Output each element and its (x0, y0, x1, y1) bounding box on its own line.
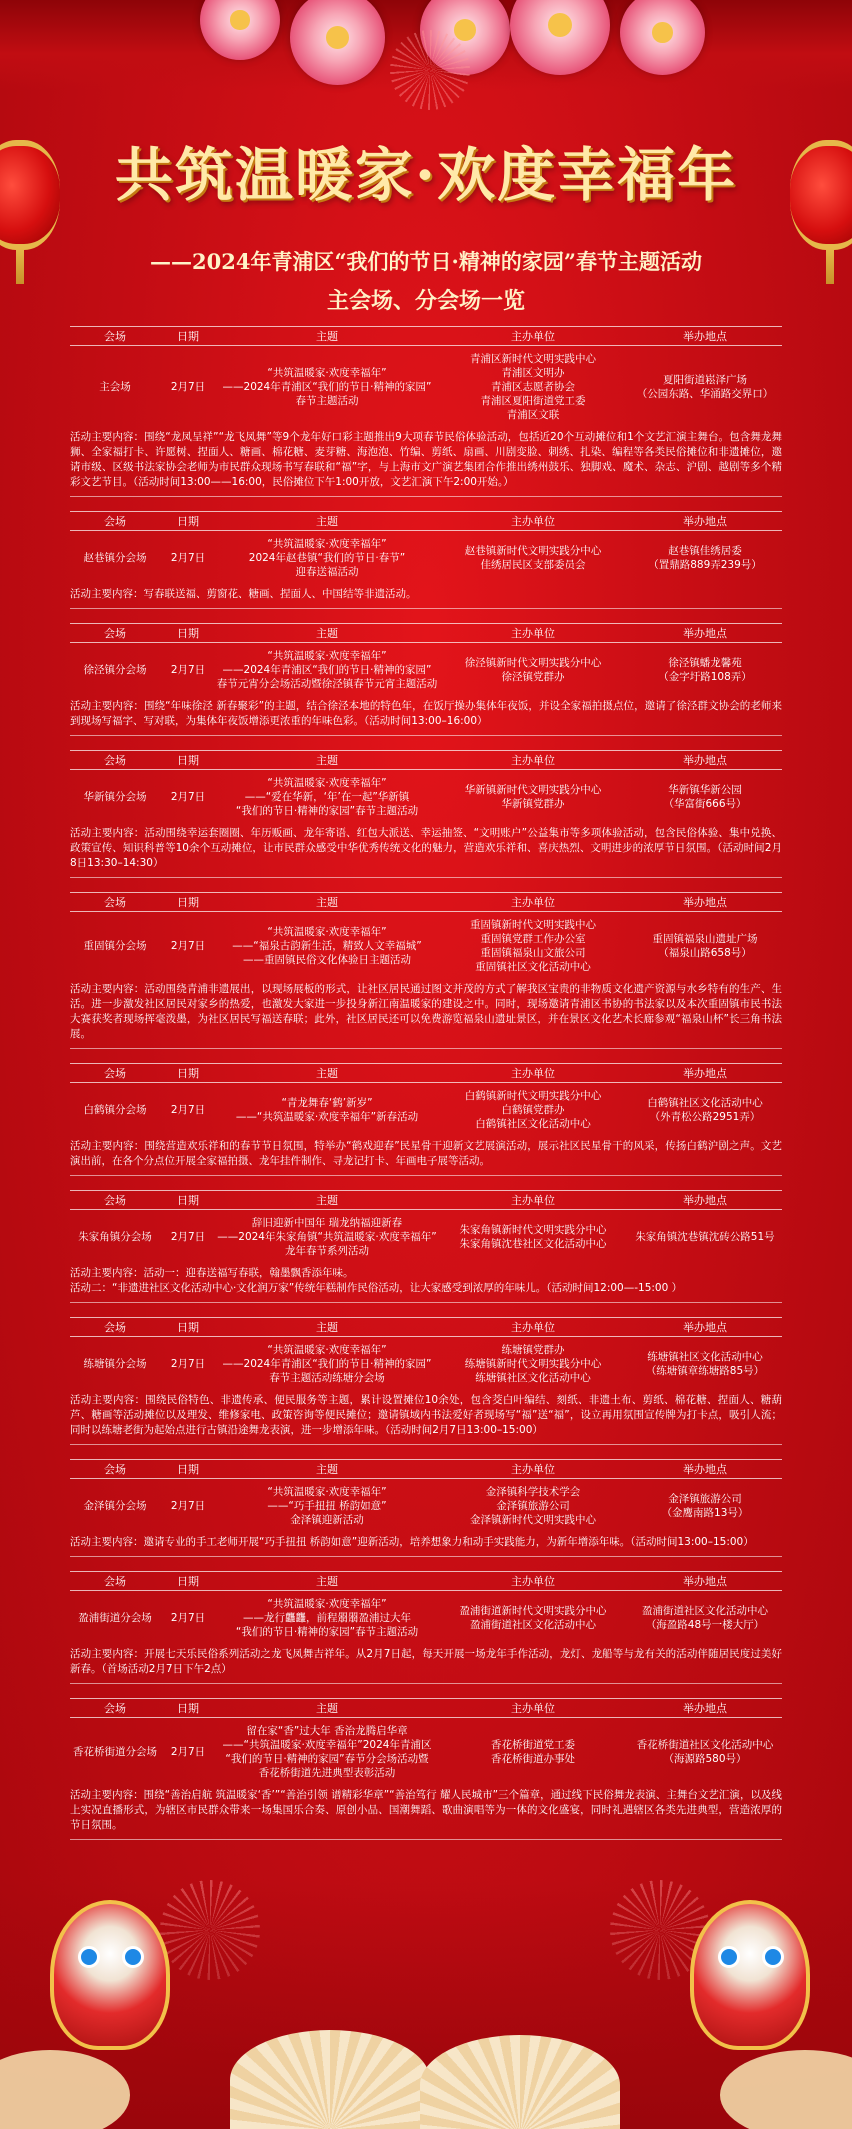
event-host: 华新镇新时代文明实践分中心 华新镇党群办 (464, 784, 602, 810)
event-date: 2月7日 (170, 1104, 206, 1116)
date-header: 日期 (177, 1463, 199, 1476)
event-venue: 重固镇分会场 (83, 940, 147, 952)
event-date: 2月7日 (170, 664, 206, 676)
event-location: 重固镇福泉山遗址广场 （福泉山路658号） (652, 933, 758, 959)
theme-header: 主题 (316, 1702, 338, 1715)
table-row (70, 346, 782, 428)
event-theme: “共筑温暖家·欢度幸福年” ——龙行龘龘，前程朤朤盈浦过大年 “我们的节日·精神的家园”春节主题活动 (235, 1598, 419, 1638)
theme-header: 主题 (316, 896, 338, 909)
event-description: 活动主要内容：活动一：迎春送福写春联，翰墨飘香添年味。 活动二：“非遗进社区文化活动中心·文化润万家”传统年糕制作民俗活动，让大家感受到浓厚的年味儿。（活动时间12:00—-15:00 ） (70, 1267, 683, 1294)
event-venue: 金泽镇分会场 (83, 1500, 147, 1512)
theme-header: 主题 (316, 1463, 338, 1476)
event-description: 活动主要内容：写春联送福、剪窗花、糖画、捏面人、中国结等非遗活动。 (70, 588, 417, 600)
location-header: 举办地点 (683, 1463, 727, 1476)
date-header: 日期 (177, 1194, 199, 1207)
location-header: 举办地点 (683, 1575, 727, 1588)
event-section (70, 1459, 782, 1557)
cloud-decoration (720, 2050, 852, 2129)
theme-header: 主题 (316, 627, 338, 640)
table-header (70, 623, 782, 643)
event-section (70, 511, 782, 609)
location-header: 举办地点 (683, 1702, 727, 1715)
event-description: 活动主要内容：活动围绕幸运套圈圈、年历贩画、龙年寄语、红包大派送、幸运抽签、“文明账户”公益集市等多项体验活动，包含民俗体验、集中兑换、政策宣传、知识科普等10余个互动摊位，让市民群众感受中华优秀传统文化的魅力，营造欢乐祥和、喜庆热烈、文明进步的浓厚节日氛围。（活动时间2月8日13:30–14:30） (70, 827, 782, 869)
bottom-decoration (0, 1880, 852, 2129)
event-venue: 华新镇分会场 (83, 791, 147, 803)
event-venue: 朱家角镇分会场 (78, 1231, 152, 1243)
theme-header: 主题 (316, 1067, 338, 1080)
event-location: 徐泾镇蟠龙馨苑 （金字圩路108弄） (658, 657, 752, 683)
table-header (70, 511, 782, 531)
event-date: 2月7日 (170, 1500, 206, 1512)
theme-header: 主题 (316, 515, 338, 528)
date-header: 日期 (177, 1067, 199, 1080)
host-header: 主办单位 (511, 896, 555, 909)
date-header: 日期 (177, 1702, 199, 1715)
table-header (70, 1190, 782, 1210)
event-host: 徐泾镇新时代文明实践分中心 徐泾镇党群办 (464, 657, 602, 683)
table-header (70, 1317, 782, 1337)
fan-decoration (230, 2030, 430, 2129)
date-header: 日期 (177, 627, 199, 640)
host-header: 主办单位 (511, 515, 555, 528)
event-host: 赵巷镇新时代文明实践分中心 佳绣居民区支部委员会 (464, 545, 602, 571)
venue-header: 会场 (104, 330, 126, 343)
event-host: 盈浦街道新时代文明实践分中心 盈浦街道社区文化活动中心 (459, 1605, 607, 1631)
firework-decoration (390, 30, 470, 110)
event-theme: “共筑温暖家·欢度幸福年” ——“福泉古韵新生活，精致人文幸福城” ——重固镇民俗文化体验日主题活动 (232, 926, 422, 966)
theme-header: 主题 (316, 1575, 338, 1588)
event-date: 2月7日 (170, 1231, 206, 1243)
dragon-mascot-left (50, 1900, 170, 2050)
event-date: 2月7日 (170, 552, 206, 564)
table-row (70, 912, 782, 980)
venue-header: 会场 (104, 1194, 126, 1207)
subtitle: ——2024年青浦区“我们的节日·精神的家园”春节主题活动 (150, 249, 702, 274)
event-date: 2月7日 (170, 791, 206, 803)
theme-header: 主题 (316, 330, 338, 343)
event-theme: “共筑温暖家·欢度幸福年” ——2024年青浦区“我们的节日·精神的家园” 春节主题活动 (222, 367, 432, 407)
subtitle-overview: 主会场、分会场一览 (326, 288, 525, 314)
event-section (70, 1063, 782, 1176)
fan-decoration (420, 2035, 620, 2129)
location-header: 举办地点 (683, 627, 727, 640)
event-venue: 徐泾镇分会场 (83, 664, 147, 676)
host-header: 主办单位 (511, 1194, 555, 1207)
table-row (70, 1083, 782, 1137)
venue-header: 会场 (104, 1067, 126, 1080)
location-header: 举办地点 (683, 1067, 727, 1080)
host-header: 主办单位 (511, 1321, 555, 1334)
table-row (70, 1591, 782, 1645)
table-header (70, 1063, 782, 1083)
event-theme: “共筑温暖家·欢度幸福年” ——“巧手扭扭 桥韵如意” 金泽镇迎新活动 (267, 1486, 387, 1526)
host-header: 主办单位 (511, 1575, 555, 1588)
table-header (70, 1698, 782, 1718)
event-host: 重固镇新时代文明实践中心 重固镇党群工作办公室 重固镇福泉山文旅公司 重固镇社区文化活动中心 (470, 919, 596, 973)
event-section (70, 326, 782, 497)
venue-header: 会场 (104, 1321, 126, 1334)
event-location: 金泽镇旅游公司 （金鹰南路13号） (661, 1493, 749, 1519)
location-header: 举办地点 (683, 754, 727, 767)
date-header: 日期 (177, 330, 199, 343)
table-row (70, 1337, 782, 1391)
event-description: 活动主要内容：围绕“善治启航 筑温暖家‘香’”“善治引领 谱精彩华章”“善治笃行 耀人民城市”三个篇章，通过线下民俗舞龙表演、主舞台文艺汇演，以及线上实况直播形式，为辖区市民群众带来一场集国乐合奏、原创小品、国潮舞蹈、歌曲演唱等为一体的文化盛宴，同时礼遇辖区各类先进典型，营造浓厚的节日氛围。 (70, 1789, 782, 1831)
event-description: 活动主要内容：围绕民俗特色、非遗传承、便民服务等主题，累计设置摊位10余处，包含茭白叶编结、刻纸、非遗土布、剪纸、棉花糖、捏面人、糖葫芦、糖画等活动摊位以及理发、维修家电、政策咨询等便民摊位；邀请镇域内书法爱好者现场写“福”送“福”，设立再用氛围宣传牌为打卡点，吸引人流；同时以练塘老街为起始点进行古镇沿途舞龙表演，进一步增添年味。（活动时间2月7日13:00–15:00） (70, 1394, 782, 1436)
location-header: 举办地点 (683, 896, 727, 909)
table-row (70, 643, 782, 697)
venue-header: 会场 (104, 754, 126, 767)
event-host: 练塘镇党群办 练塘镇新时代文明实践分中心 练塘镇社区文化活动中心 (464, 1344, 602, 1384)
host-header: 主办单位 (511, 754, 555, 767)
event-theme: “共筑温暖家·欢度幸福年” ——2024年青浦区“我们的节日·精神的家园” 春节主题活动练塘分会场 (222, 1344, 432, 1384)
event-description: 活动主要内容：围绕“年味徐泾 新春聚彩”的主题，结合徐泾本地的特色年，在饭厅操办集体年夜饭，并设全家福拍摄点位，邀请了徐泾群文协会的老师来到现场写福字、写对联，为集体年夜饭增添更浓重的年味色彩。（活动时间13:00–16:00） (70, 700, 782, 727)
event-host: 金泽镇科学技术学会 金泽镇旅游公司 金泽镇新时代文明实践中心 (470, 1486, 596, 1526)
event-location: 夏阳街道崧泽广场 （公园东路、华涌路交界口） (636, 374, 774, 400)
venue-header: 会场 (104, 1463, 126, 1476)
date-header: 日期 (177, 896, 199, 909)
date-header: 日期 (177, 1575, 199, 1588)
host-header: 主办单位 (511, 627, 555, 640)
event-theme: 辞旧迎新中国年 瑞龙纳福迎新春 ——2024年朱家角镇“共筑温暖家·欢度幸福年” 龙年春节系列活动 (217, 1217, 437, 1257)
date-header: 日期 (177, 1321, 199, 1334)
event-location: 朱家角镇沈巷镇沈砖公路51号 (635, 1231, 775, 1243)
venue-header: 会场 (104, 1702, 126, 1715)
event-theme: “共筑温暖家·欢度幸福年” ——“爱在华新，‘年’在一起”华新镇 “我们的节日·精神的家园”春节主题活动 (235, 777, 419, 817)
event-host: 青浦区新时代文明实践中心 青浦区文明办 青浦区志愿者协会 青浦区夏阳街道党工委 青浦区文联 (470, 353, 596, 421)
table-header (70, 326, 782, 346)
venue-header: 会场 (104, 515, 126, 528)
event-theme: “共筑温暖家·欢度幸福年” ——2024年青浦区“我们的节日·精神的家园” 春节元宵分会场活动暨徐泾镇春节元宵主题活动 (216, 650, 438, 690)
host-header: 主办单位 (511, 330, 555, 343)
event-description: 活动主要内容：开展七天乐民俗系列活动之龙飞凤舞吉祥年。从2月7日起，每天开展一场龙年手作活动，龙灯、龙船等与龙有关的活动伴随居民度过美好新春。（首场活动2月7日下午2点） (70, 1648, 782, 1675)
event-location: 香花桥街道社区文化活动中心 （海源路580号） (636, 1739, 774, 1765)
venue-header: 会场 (104, 1575, 126, 1588)
event-section (70, 892, 782, 1049)
event-venue: 练塘镇分会场 (83, 1358, 147, 1370)
event-description: 活动主要内容：邀请专业的手工老师开展“巧手扭扭 桥韵如意”迎新活动，培养想象力和动手实践能力，为新年增添年味。（活动时间13:00–15:00） (70, 1536, 754, 1548)
event-date: 2月7日 (170, 1612, 206, 1624)
event-section (70, 1698, 782, 1840)
table-header (70, 1571, 782, 1591)
host-header: 主办单位 (511, 1702, 555, 1715)
location-header: 举办地点 (683, 330, 727, 343)
event-section (70, 1571, 782, 1684)
event-date: 2月7日 (170, 381, 206, 393)
host-header: 主办单位 (511, 1463, 555, 1476)
event-host: 白鹤镇新时代文明实践分中心 白鹤镇党群办 白鹤镇社区文化活动中心 (464, 1090, 602, 1130)
table-header (70, 1459, 782, 1479)
event-section (70, 623, 782, 736)
event-location: 盈浦街道社区文化活动中心 （海盈路48号一楼大厅） (642, 1605, 768, 1631)
event-host: 香花桥街道党工委 香花桥街道办事处 (491, 1739, 575, 1765)
event-theme: “青龙舞春‘鹤’新岁” ——“共筑温暖家·欢度幸福年”新春活动 (235, 1097, 419, 1123)
event-location: 练塘镇社区文化活动中心 （练塘镇章练塘路85号） (645, 1351, 765, 1377)
event-section (70, 1317, 782, 1445)
table-row (70, 531, 782, 585)
table-row (70, 1479, 782, 1533)
event-venue: 香花桥街道分会场 (73, 1746, 157, 1758)
host-header: 主办单位 (511, 1067, 555, 1080)
event-section (70, 1190, 782, 1303)
event-section (70, 750, 782, 878)
event-description: 活动主要内容：活动围绕青浦非遗展出，以现场展板的形式，让社区居民通过图文并茂的方式了解我区宝贵的非物质文化遗产资源与水乡特有的生产、生活。进一步激发社区居民对家乡的热爱，也激发大家进一步投身新江南温暖家的建设之中。同时，现场邀请青浦区书协的书法家以及本次重固镇市民书法大赛获奖者现场挥毫泼墨，为社区居民写福送春联；此外，社区居民还可以免费游览福泉山遗址景区，并在景区文化艺术长廊参观“福泉山杯”长三角书法展。 (70, 983, 782, 1040)
event-date: 2月7日 (170, 940, 206, 952)
event-date: 2月7日 (170, 1746, 206, 1758)
event-venue: 主会场 (99, 381, 131, 393)
location-header: 举办地点 (683, 515, 727, 528)
event-host: 朱家角镇新时代文明实践分中心 朱家角镇沈巷社区文化活动中心 (459, 1224, 607, 1250)
table-row (70, 1718, 782, 1786)
theme-header: 主题 (316, 1321, 338, 1334)
event-location: 华新镇华新公园 （华富街666号） (663, 784, 747, 810)
venue-header: 会场 (104, 896, 126, 909)
main-title: 共筑温暖家·欢度幸福年 (114, 141, 738, 209)
theme-header: 主题 (316, 1194, 338, 1207)
theme-header: 主题 (316, 754, 338, 767)
location-header: 举办地点 (683, 1194, 727, 1207)
venue-header: 会场 (104, 627, 126, 640)
table-header (70, 750, 782, 770)
event-venue: 盈浦街道分会场 (78, 1612, 152, 1624)
event-venue: 赵巷镇分会场 (83, 552, 147, 564)
event-location: 白鹤镇社区文化活动中心 （外青松公路2951弄） (647, 1097, 763, 1123)
table-row (70, 770, 782, 824)
event-description: 活动主要内容：围绕营造欢乐祥和的春节节日氛围，特举办“鹤戏迎春”民星骨干迎新文艺展演活动，展示社区民星骨干的风采，传扬白鹤沪剧之声。文艺演出前，在各个分点位开展全家福拍摄、龙年挂件制作、寻龙记打卡、年画电子展等活动。 (70, 1140, 782, 1167)
event-description: 活动主要内容：围绕“龙凤呈祥”“龙飞凤舞”等9个龙年好口彩主题推出9大项春节民俗体验活动，包括近20个互动摊位和1个文艺汇演主舞台。包含舞龙舞狮、全家福打卡、许愿树、捏面人、糖画、棉花糖、麦芽糖、海泡泡、竹编、剪纸、扇画、川剧变脸、刺绣、扎染、编程等各类民俗摊位和非遗摊位，邀请市级、区级书法家协会老师为市民群众现场书写春联和“福”字，与上海市文广演艺集团合作推出绣州鼓乐、独脚戏、魔术、杂志、沪剧、越剧等多个精彩文艺节目。（活动时间13:00——16:00，民俗摊位下午1:00开放，文艺汇演下午2:00开始。） (70, 431, 782, 488)
event-date: 2月7日 (170, 1358, 206, 1370)
header (0, 128, 852, 315)
cloud-decoration (0, 2050, 130, 2129)
location-header: 举办地点 (683, 1321, 727, 1334)
table-row (70, 1210, 782, 1264)
events-list (70, 326, 782, 1854)
event-venue: 白鹤镇分会场 (83, 1104, 147, 1116)
table-header (70, 892, 782, 912)
event-location: 赵巷镇佳绣居委 （置鼎路889弄239号） (648, 545, 762, 571)
dragon-mascot-right (690, 1900, 810, 2050)
date-header: 日期 (177, 754, 199, 767)
event-theme: 留在家“香”过大年 香治龙腾启华章 ——“共筑温暖家·欢度幸福年”2024年青浦区 “我们的节日·精神的家园”春节分会场活动暨 香花桥街道先进典型表彰活动 (222, 1725, 432, 1779)
date-header: 日期 (177, 515, 199, 528)
event-theme: “共筑温暖家·欢度幸福年” 2024年赵巷镇“我们的节日·春节” 迎春送福活动 (248, 538, 406, 578)
